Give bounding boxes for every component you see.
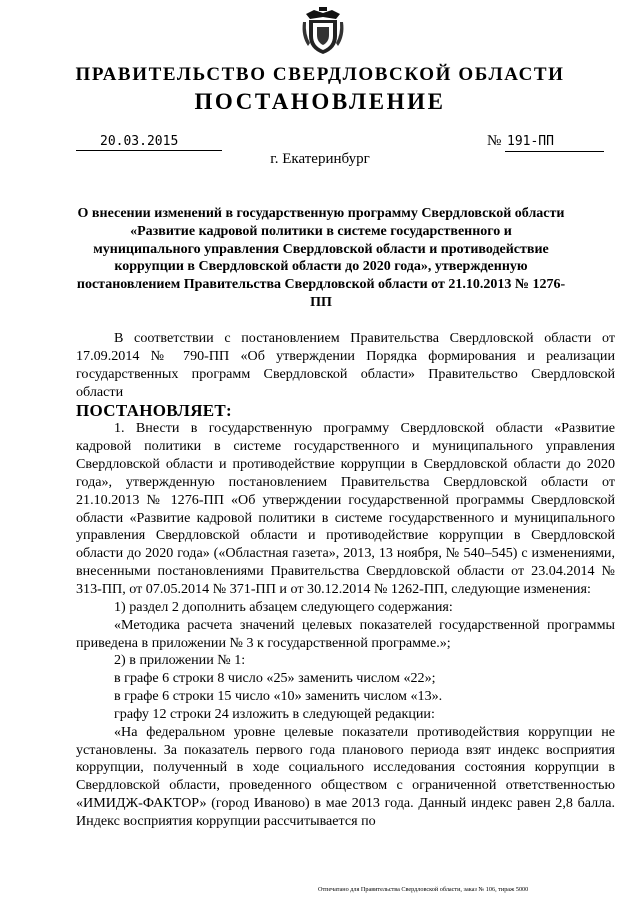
number-label: № <box>487 133 502 149</box>
print-footer: Отпечатано для Правительства Свердловской области, заказ № 106, тираж 5000 <box>318 886 529 893</box>
paragraph-6: в графе 6 строки 15 число «10» заменить числом «13». <box>114 688 443 705</box>
city: г. Екатеринбург <box>270 151 370 167</box>
document-body <box>76 330 615 831</box>
paragraph-3: «Методика расчета значений целевых показателей государственной программы приведена в приложении № 3 к государственной программе.»; <box>76 616 615 651</box>
coat-of-arms-icon <box>301 6 345 56</box>
preamble-paragraph: В соответствии с постановлением Правительства Свердловской области от 17.09.2014 № 790-ПП «Об утверждении Порядка формирования и реализации государственных программ Свердловской области» Правительство Свердловской области <box>76 330 615 400</box>
resolves-heading: ПОСТАНОВЛЯЕТ: <box>76 401 233 421</box>
document-type: ПОСТАНОВЛЕНИЕ <box>194 89 446 114</box>
paragraph-2: 1) раздел 2 дополнить абзацем следующего содержания: <box>114 598 453 615</box>
decree-date: 20.03.2015 <box>76 134 222 151</box>
paragraph-1: 1. Внести в государственную программу Свердловской области «Развитие кадровой политики в системе государственного и муниципального управления Свердловской области и противодействие коррупции в Свердловской области до 2020 года», утвержденную постановлением Правительства Свердловской области от 21.10.2013 № 1276-ПП «Об утверждении государственной программы Свердловской области «Развитие кадровой политики в системе государственного и муниципального управления Свердловской области и противодействие коррупции в Свердловской области до 2020 года» («Областная газета», 2013, 13 ноября, № 540–545) с изменениями, внесенными постановлениями Правительства Свердловской области от 23.04.2014 № 313-ПП, от 07.05.2014 № 371-ПП и от 30.12.2014 № 1262-ПП, следующие изменения: <box>76 420 615 597</box>
document-title: О внесении изменений в государственную программу Свердловской области «Развитие кадровой политики в системе государственного и муниципального управления Свердловской области и противодействие коррупции в Свердловской области до 2020 года», утвержденную постановлением Правительства Свердловской области от 21.10.2013 № 1276-ПП <box>76 206 566 310</box>
paragraph-4: 2) в приложении № 1: <box>114 652 246 669</box>
paragraph-7: графу 12 строки 24 изложить в следующей редакции: <box>114 705 435 722</box>
paragraph-8: «На федеральном уровне целевые показатели противодействия коррупции не установлены. За показатель первого года планового периода взят индекс восприятия коррупции, полученный в ходе социального исследования состояния коррупции в Свердловской области, проведенного обществом с ограниченной ответственностью «ИМИДЖ-ФАКТОР» (город Иваново) в мае 2013 года. Данный индекс равен 2,8 балла. Индекс восприятия коррупции рассчитывается по <box>76 723 615 829</box>
government-name: ПРАВИТЕЛЬСТВО СВЕРДЛОВСКОЙ ОБЛАСТИ <box>75 64 565 85</box>
paragraph-5: в графе 6 строки 8 число «25» заменить числом «22»; <box>114 670 436 687</box>
decree-number: 191-ПП <box>505 134 604 152</box>
